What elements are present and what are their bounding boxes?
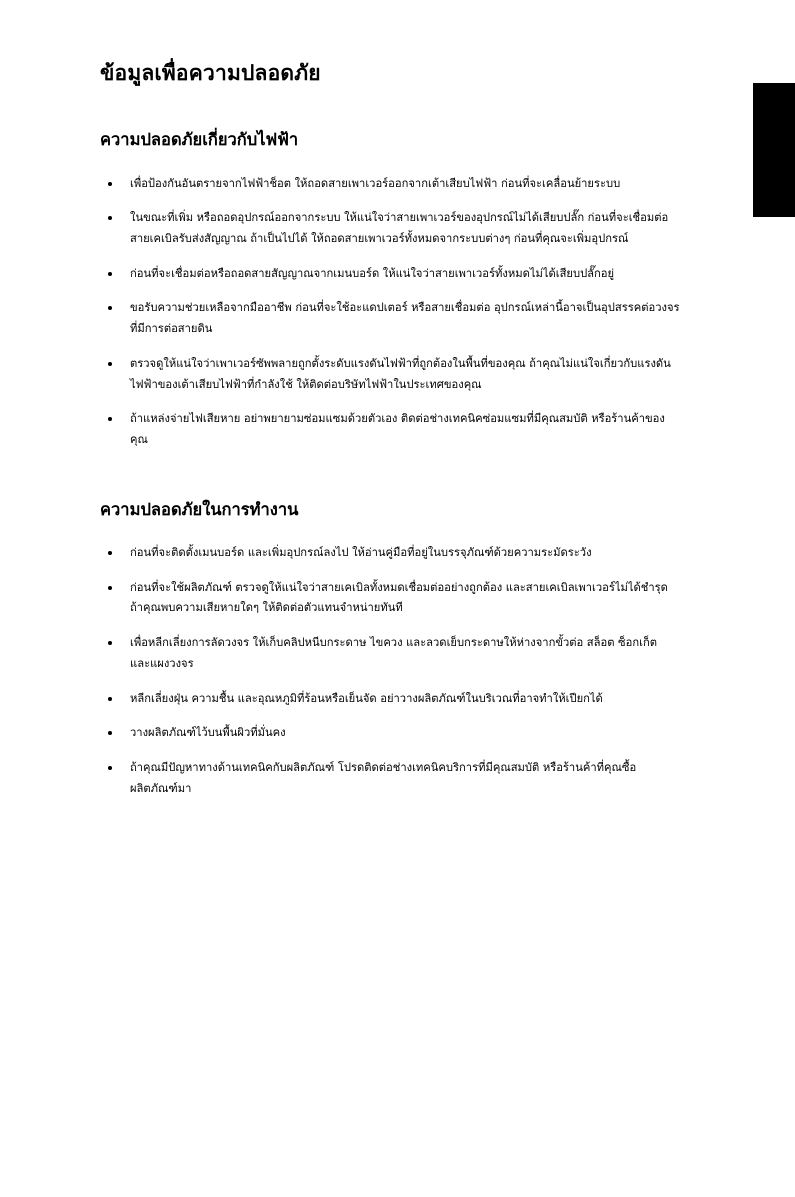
- list-item: หลีกเลี่ยงฝุ่น ความชื้น และอุณหภูมิที่ร้อนหรือเย็นจัด อย่าวางผลิตภัณฑ์ในบริเวณที่อาจทำให้เปียกได้: [100, 689, 680, 710]
- list-item: เพื่อหลีกเลี่ยงการลัดวงจร ให้เก็บคลิปหนีบกระดาษ ไขควง และลวดเย็บกระดาษให้ห่างจากขั้วต่อ สล็อต ซ็อกเก็ต และแผงวงจร: [100, 633, 680, 674]
- list-item: วางผลิตภัณฑ์ไว้บนพื้นผิวที่มั่นคง: [100, 723, 680, 744]
- list-item: ตรวจดูให้แน่ใจว่าเพาเวอร์ซัพพลายถูกตั้งระดับแรงดันไฟฟ้าที่ถูกต้องในพื้นที่ของคุณ ถ้าคุณไม่แน่ใจเกี่ยวกับแรงดันไฟฟ้าของเต้าเสียบไฟฟ้าที่กำลังใช้ ให้ติดต่อบริษัทไฟฟ้าในประเทศของคุณ: [100, 354, 680, 395]
- page-edge-tab-marker: [753, 83, 795, 217]
- list-item: ก่อนที่จะเชื่อมต่อหรือถอดสายสัญญาณจากเมนบอร์ด ให้แน่ใจว่าสายเพาเวอร์ทั้งหมดไม่ได้เสียบปลั๊กอยู่: [100, 264, 680, 285]
- list-item: ในขณะที่เพิ่ม หรือถอดอุปกรณ์ออกจากระบบ ให้แน่ใจว่าสายเพาเวอร์ของอุปกรณ์ไม่ได้เสียบปลั๊ก ก่อนที่จะเชื่อมต่อสายเคเบิลรับส่งสัญญาณ ถ้าเป็นไปได้ ให้ถอดสายเพาเวอร์ทั้งหมดจากระบบต่างๆ ก่อนที่คุณจะเพิ่มอุปกรณ์: [100, 208, 680, 249]
- page-title: ข้อมูลเพื่อความปลอดภัย: [100, 61, 321, 85]
- list-item: ก่อนที่จะติดตั้งเมนบอร์ด และเพิ่มอุปกรณ์ลงไป ให้อ่านคู่มือที่อยู่ในบรรจุภัณฑ์ด้วยความระมัดระวัง: [100, 543, 680, 564]
- section-electrical-safety: [100, 129, 680, 450]
- list-item: ถ้าคุณมีปัญหาทางด้านเทคนิคกับผลิตภัณฑ์ โปรดติดต่อช่างเทคนิคบริการที่มีคุณสมบัติ หรือร้านค้าที่คุณซื้อผลิตภัณฑ์มา: [100, 758, 680, 799]
- section-heading: ความปลอดภัยในการทำงาน: [100, 499, 299, 519]
- section-heading: ความปลอดภัยเกี่ยวกับไฟฟ้า: [100, 130, 299, 150]
- section-operation-safety: [100, 499, 680, 800]
- list-item: เพื่อป้องกันอันตรายจากไฟฟ้าช็อต ให้ถอดสายเพาเวอร์ออกจากเต้าเสียบไฟฟ้า ก่อนที่จะเคลื่อนย้ายระบบ: [100, 174, 680, 195]
- list-item: ก่อนที่จะใช้ผลิตภัณฑ์ ตรวจดูให้แน่ใจว่าสายเคเบิลทั้งหมดเชื่อมต่ออย่างถูกต้อง และสายเคเบิลเพาเวอร์ไม่ได้ชำรุด ถ้าคุณพบความเสียหายใดๆ ให้ติดต่อตัวแทนจำหน่ายทันที: [100, 578, 680, 619]
- document-content: [100, 60, 680, 839]
- list-item: ถ้าแหล่งจ่ายไฟเสียหาย อย่าพยายามซ่อมแซมด้วยตัวเอง ติดต่อช่างเทคนิคซ่อมแซมที่มีคุณสมบัติ หรือร้านค้าของคุณ: [100, 409, 680, 450]
- bullet-list: [100, 174, 680, 451]
- bullet-list: [100, 543, 680, 799]
- list-item: ขอรับความช่วยเหลือจากมืออาชีพ ก่อนที่จะใช้อะแดปเตอร์ หรือสายเชื่อมต่อ อุปกรณ์เหล่านี้อาจเป็นอุปสรรคต่อวงจรที่มีการต่อสายดิน: [100, 298, 680, 339]
